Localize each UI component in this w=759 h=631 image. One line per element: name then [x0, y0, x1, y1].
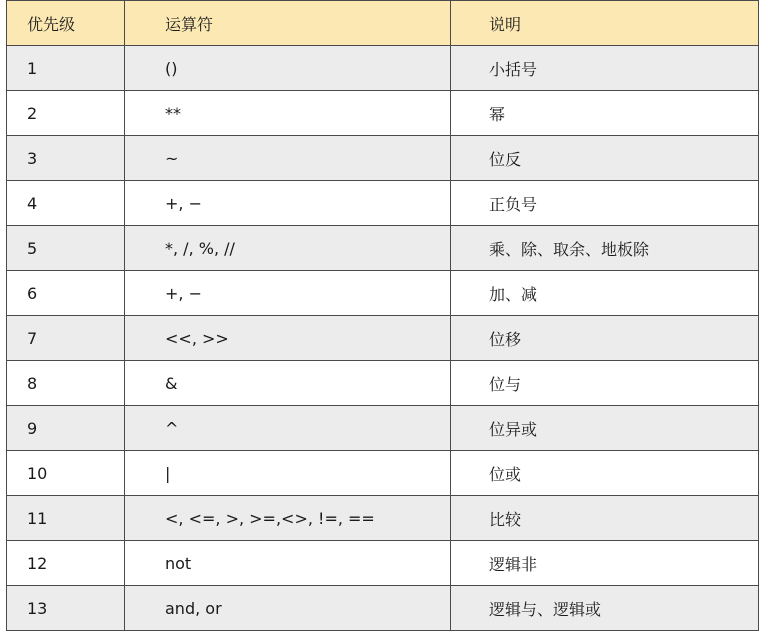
- cell-operator: &: [125, 361, 451, 406]
- table-row: [7, 586, 759, 631]
- cell-description: 乘、除、取余、地板除: [451, 226, 759, 271]
- cell-operator: +, −: [125, 181, 451, 226]
- cell-operator: ~: [125, 136, 451, 181]
- cell-description: 位反: [451, 136, 759, 181]
- table-row: [7, 541, 759, 586]
- cell-description: 正负号: [451, 181, 759, 226]
- cell-priority: 13: [7, 586, 125, 631]
- header-row: [7, 1, 759, 46]
- cell-operator: and, or: [125, 586, 451, 631]
- cell-operator: (): [125, 46, 451, 91]
- table-row: [7, 181, 759, 226]
- cell-description: 位或: [451, 451, 759, 496]
- cell-operator: not: [125, 541, 451, 586]
- cell-description: 幂: [451, 91, 759, 136]
- header-description: 说明: [451, 1, 759, 46]
- table-row: [7, 496, 759, 541]
- cell-operator: **: [125, 91, 451, 136]
- cell-operator: <, <=, >, >=,<>, !=, ==: [125, 496, 451, 541]
- operator-precedence-table: [6, 0, 759, 631]
- cell-description: 位与: [451, 361, 759, 406]
- cell-priority: 8: [7, 361, 125, 406]
- cell-description: 逻辑非: [451, 541, 759, 586]
- table-row: [7, 361, 759, 406]
- cell-priority: 5: [7, 226, 125, 271]
- cell-description: 比较: [451, 496, 759, 541]
- cell-description: 小括号: [451, 46, 759, 91]
- cell-operator: *, /, %, //: [125, 226, 451, 271]
- cell-operator: ^: [125, 406, 451, 451]
- table-row: [7, 136, 759, 181]
- cell-priority: 12: [7, 541, 125, 586]
- cell-description: 逻辑与、逻辑或: [451, 586, 759, 631]
- header-operator: 运算符: [125, 1, 451, 46]
- cell-description: 加、减: [451, 271, 759, 316]
- table-header: [7, 1, 759, 46]
- table-row: [7, 46, 759, 91]
- cell-priority: 6: [7, 271, 125, 316]
- table-body: [7, 46, 759, 631]
- table-row: [7, 226, 759, 271]
- header-priority: 优先级: [7, 1, 125, 46]
- table-row: [7, 91, 759, 136]
- cell-operator: |: [125, 451, 451, 496]
- cell-description: 位移: [451, 316, 759, 361]
- cell-priority: 4: [7, 181, 125, 226]
- table-row: [7, 316, 759, 361]
- cell-description: 位异或: [451, 406, 759, 451]
- cell-priority: 11: [7, 496, 125, 541]
- cell-priority: 10: [7, 451, 125, 496]
- table-row: [7, 451, 759, 496]
- cell-priority: 7: [7, 316, 125, 361]
- cell-priority: 3: [7, 136, 125, 181]
- table-row: [7, 406, 759, 451]
- cell-priority: 2: [7, 91, 125, 136]
- cell-operator: +, −: [125, 271, 451, 316]
- cell-priority: 1: [7, 46, 125, 91]
- cell-operator: <<, >>: [125, 316, 451, 361]
- cell-priority: 9: [7, 406, 125, 451]
- table-row: [7, 271, 759, 316]
